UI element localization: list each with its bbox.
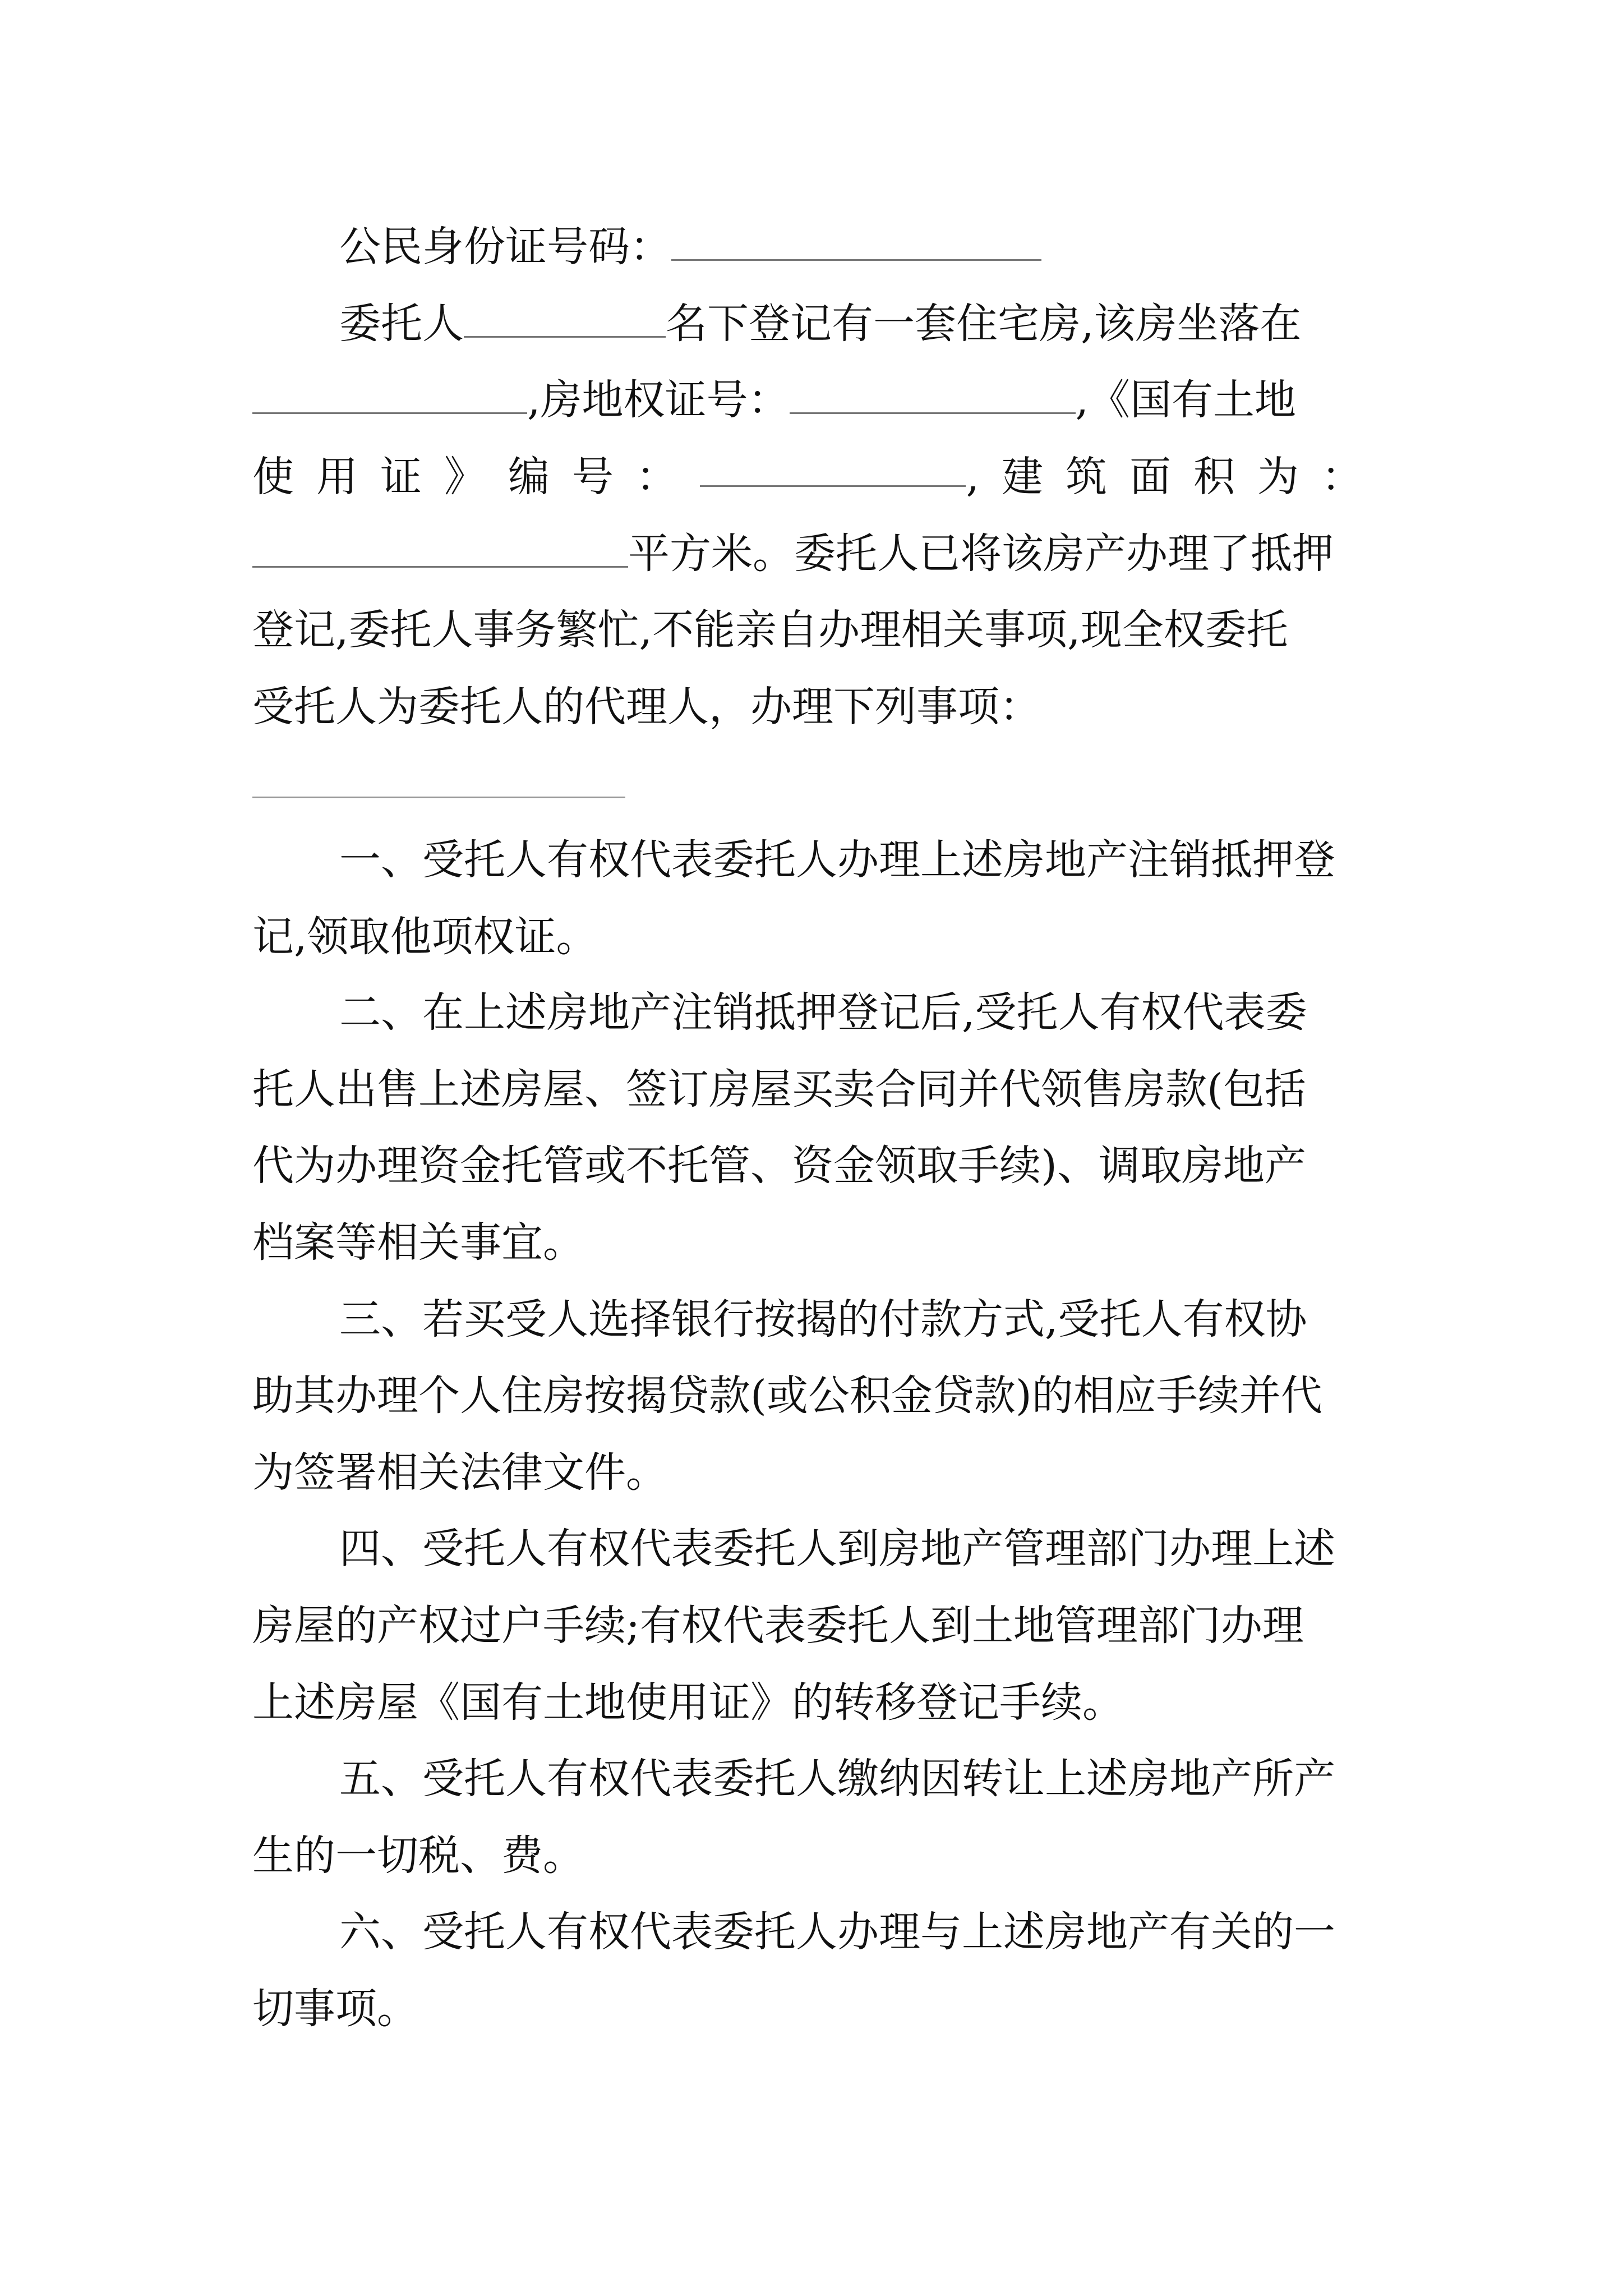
item-3-line-3: 为签署相关法律文件。 [252,1448,667,1497]
intro-text: 名下登记有一套住宅房,该房坐落在 [666,300,1302,348]
intro-line-4 [252,528,1385,579]
item-6-line-1: 六、受托人有权代表委托人办理与上述房地产有关的一 [339,1908,1335,1956]
id-number-line [339,222,1385,272]
property-cert-number-blank [790,379,1076,414]
intro-text: 平方米。委托人已将该房产办理了抵押 [628,530,1334,578]
land-cert-number-blank [700,452,966,487]
id-number-label: 公民身份证号码： [339,223,671,271]
intro-line-6: 受托人为委托人的代理人，办理下列事项： [252,683,1041,731]
intro-line-1 [339,298,1385,349]
item-4-line-3: 上述房屋《国有土地使用证》的转移登记手续。 [252,1678,1124,1727]
signature-blank [252,797,625,798]
item-5-line-2: 生的一切税、费。 [252,1832,584,1880]
item-2-line-4: 档案等相关事宜。 [252,1218,584,1267]
location-blank [252,379,527,414]
intro-text: ,房地权证号： [527,376,790,424]
intro-line-2 [252,375,1385,425]
item-4-line-2: 房屋的产权过户手续;有权代表委托人到土地管理部门办理 [252,1602,1304,1650]
intro-text: 委托人 [339,300,464,348]
item-2-line-2: 托人出售上述房屋、签订房屋买卖合同并代领售房款(包括 [252,1065,1306,1114]
principal-name-blank [464,302,666,338]
intro-line-3 [252,452,1385,502]
item-1-line-2: 记,领取他项权证。 [252,913,598,961]
item-5-line-1: 五、受托人有权代表委托人缴纳因转让上述房地产所产 [339,1755,1335,1803]
item-2-line-1: 二、在上述房地产注销抵押登记后,受托人有权代表委 [339,988,1307,1037]
item-1-line-1: 一、受托人有权代表委托人办理上述房地产注销抵押登 [339,836,1335,884]
intro-text: 使用证》编号： [252,453,700,501]
intro-text: ,建筑面积为： [966,453,1385,501]
item-4-line-1: 四、受托人有权代表委托人到房地产管理部门办理上述 [339,1525,1335,1573]
id-number-blank [671,226,1041,261]
item-3-line-2: 助其办理个人住房按揭贷款(或公积金贷款)的相应手续并代 [252,1372,1322,1420]
item-3-line-1: 三、若买受人选择银行按揭的付款方式,受托人有权协 [339,1295,1307,1343]
item-6-line-2: 切事项。 [252,1985,418,2033]
intro-text: ,《国有土地 [1075,376,1297,424]
item-2-line-3: 代为办理资金托管或不托管、资金领取手续)、调取房地产 [252,1142,1306,1190]
intro-line-5: 登记,委托人事务繁忙,不能亲自办理相关事项,现全权委托 [252,606,1288,654]
floor-area-blank [252,532,628,568]
